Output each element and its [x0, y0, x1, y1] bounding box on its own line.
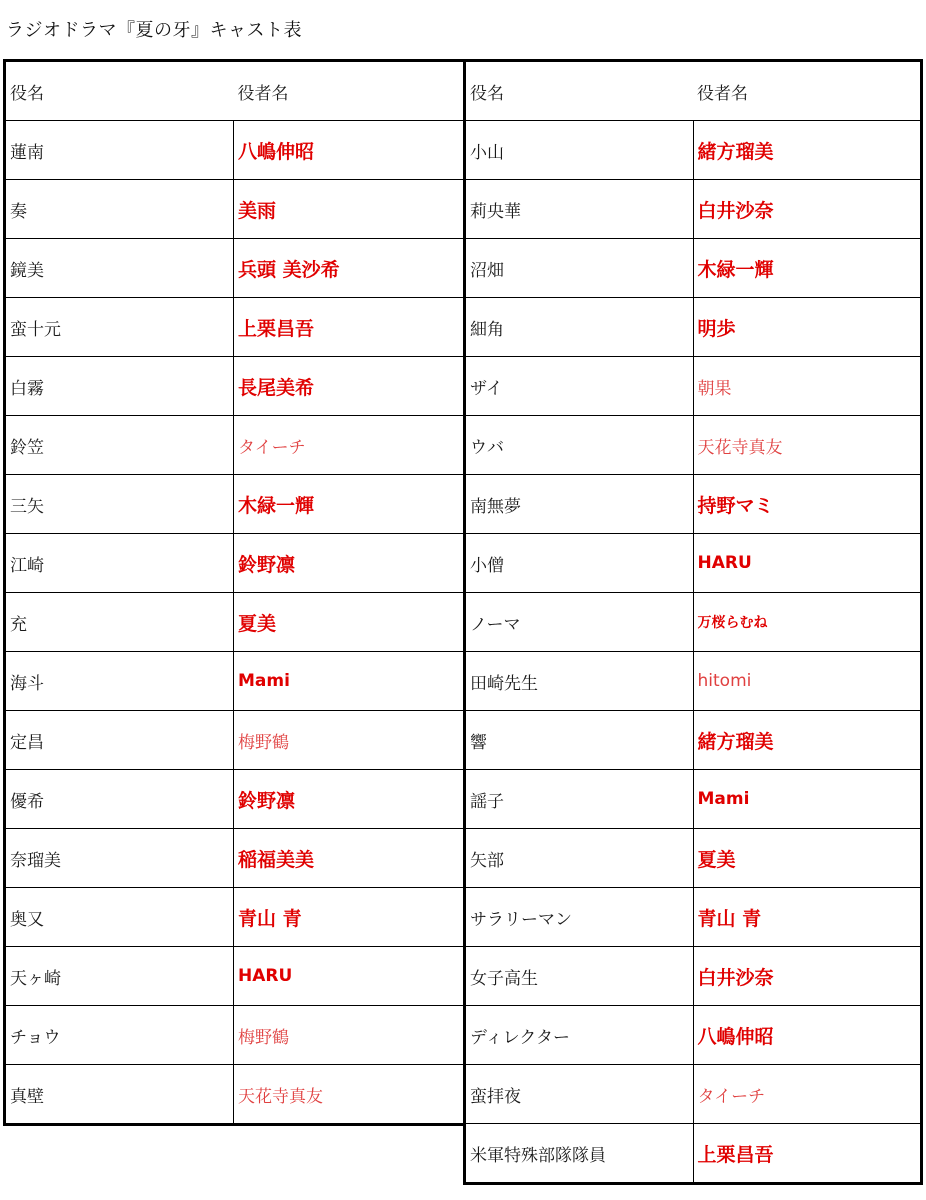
role-cell: 莉央華 — [465, 180, 694, 239]
actor-cell: 明歩 — [693, 298, 922, 357]
role-cell: 充 — [5, 593, 234, 652]
actor-cell: 上栗昌吾 — [693, 1124, 922, 1184]
role-cell: 謡子 — [465, 770, 694, 829]
actor-cell: 八嶋伸昭 — [233, 121, 464, 180]
table-row — [465, 711, 922, 770]
actor-cell: 梅野鶴 — [233, 711, 464, 770]
actor-cell: 天花寺真友 — [233, 1065, 464, 1125]
table-row — [465, 180, 922, 239]
role-cell: 響 — [465, 711, 694, 770]
role-cell: 真壁 — [5, 1065, 234, 1125]
role-cell: ザイ — [465, 357, 694, 416]
role-cell: 奏 — [5, 180, 234, 239]
cast-table-left-body — [5, 61, 465, 1125]
role-cell: ノーマ — [465, 593, 694, 652]
table-row — [465, 416, 922, 475]
actor-cell: 緒方瑠美 — [693, 121, 922, 180]
role-cell: 鈴笠 — [5, 416, 234, 475]
table-row — [465, 121, 922, 180]
table-row — [465, 298, 922, 357]
actor-cell: 夏美 — [693, 829, 922, 888]
table-row — [465, 475, 922, 534]
role-cell: 田崎先生 — [465, 652, 694, 711]
actor-cell: 兵頭 美沙希 — [233, 239, 464, 298]
table-row — [465, 1006, 922, 1065]
table-row — [5, 770, 465, 829]
role-cell: 女子高生 — [465, 947, 694, 1006]
table-row — [5, 416, 465, 475]
actor-header: 役者名 — [233, 61, 464, 121]
actor-cell: 青山 青 — [693, 888, 922, 947]
role-cell: 蛮十元 — [5, 298, 234, 357]
role-cell: 小山 — [465, 121, 694, 180]
role-cell: 奈瑠美 — [5, 829, 234, 888]
actor-cell: 白井沙奈 — [693, 947, 922, 1006]
actor-cell: 青山 青 — [233, 888, 464, 947]
actor-cell: 緒方瑠美 — [693, 711, 922, 770]
role-header: 役名 — [465, 61, 694, 121]
actor-cell: Mami — [693, 770, 922, 829]
cast-table-right — [463, 59, 923, 1185]
table-row — [5, 888, 465, 947]
actor-cell: 稲福美美 — [233, 829, 464, 888]
role-cell: 鏡美 — [5, 239, 234, 298]
role-cell: 定昌 — [5, 711, 234, 770]
table-row — [5, 298, 465, 357]
table-row — [465, 770, 922, 829]
role-cell: 優希 — [5, 770, 234, 829]
role-header: 役名 — [5, 61, 234, 121]
table-row — [465, 593, 922, 652]
role-cell: 奥又 — [5, 888, 234, 947]
table-row — [5, 1006, 465, 1065]
actor-cell: Mami — [233, 652, 464, 711]
table-row — [465, 947, 922, 1006]
actor-cell: タイーチ — [693, 1065, 922, 1124]
role-cell: 南無夢 — [465, 475, 694, 534]
table-row — [5, 829, 465, 888]
cast-table-right-body — [465, 61, 922, 1184]
header-row — [5, 61, 465, 121]
role-cell: 蓮南 — [5, 121, 234, 180]
table-row — [5, 180, 465, 239]
role-cell: 三矢 — [5, 475, 234, 534]
table-row — [5, 534, 465, 593]
actor-cell: 夏美 — [233, 593, 464, 652]
table-row — [5, 593, 465, 652]
table-row — [465, 534, 922, 593]
page-title: ラジオドラマ『夏の牙』キャスト表 — [6, 20, 302, 41]
cast-table-left — [3, 59, 465, 1126]
header-row — [465, 61, 922, 121]
role-cell: 蛮拝夜 — [465, 1065, 694, 1124]
table-row — [5, 357, 465, 416]
table-row — [465, 888, 922, 947]
role-cell: 米軍特殊部隊隊員 — [465, 1124, 694, 1184]
table-row — [5, 475, 465, 534]
actor-cell: 木緑一輝 — [233, 475, 464, 534]
role-cell: ディレクター — [465, 1006, 694, 1065]
actor-cell: 梅野鶴 — [233, 1006, 464, 1065]
actor-cell: 美雨 — [233, 180, 464, 239]
role-cell: 白霧 — [5, 357, 234, 416]
role-cell: 細角 — [465, 298, 694, 357]
actor-cell: 白井沙奈 — [693, 180, 922, 239]
table-row — [5, 239, 465, 298]
role-cell: 小僧 — [465, 534, 694, 593]
actor-cell: 長尾美希 — [233, 357, 464, 416]
actor-cell: 鈴野凛 — [233, 770, 464, 829]
table-row — [465, 829, 922, 888]
table-row — [465, 239, 922, 298]
role-cell: 海斗 — [5, 652, 234, 711]
actor-cell: 木緑一輝 — [693, 239, 922, 298]
table-row — [465, 652, 922, 711]
actor-header: 役者名 — [693, 61, 922, 121]
actor-cell: HARU — [693, 534, 922, 593]
table-row — [5, 711, 465, 770]
table-row — [5, 1065, 465, 1125]
actor-cell: HARU — [233, 947, 464, 1006]
actor-cell: hitomi — [693, 652, 922, 711]
table-row — [465, 1124, 922, 1184]
role-cell: チョウ — [5, 1006, 234, 1065]
actor-cell: 天花寺真友 — [693, 416, 922, 475]
role-cell: 沼畑 — [465, 239, 694, 298]
table-row — [5, 947, 465, 1006]
actor-cell: 上栗昌吾 — [233, 298, 464, 357]
role-cell: 矢部 — [465, 829, 694, 888]
actor-cell: タイーチ — [233, 416, 464, 475]
table-row — [5, 652, 465, 711]
role-cell: サラリーマン — [465, 888, 694, 947]
actor-cell: 万桜らむね — [693, 593, 922, 652]
role-cell: 天ヶ崎 — [5, 947, 234, 1006]
table-row — [465, 1065, 922, 1124]
actor-cell: 鈴野凛 — [233, 534, 464, 593]
table-row — [5, 121, 465, 180]
actor-cell: 八嶋伸昭 — [693, 1006, 922, 1065]
role-cell: 江崎 — [5, 534, 234, 593]
actor-cell: 朝果 — [693, 357, 922, 416]
actor-cell: 持野マミ — [693, 475, 922, 534]
table-row — [465, 357, 922, 416]
role-cell: ウバ — [465, 416, 694, 475]
